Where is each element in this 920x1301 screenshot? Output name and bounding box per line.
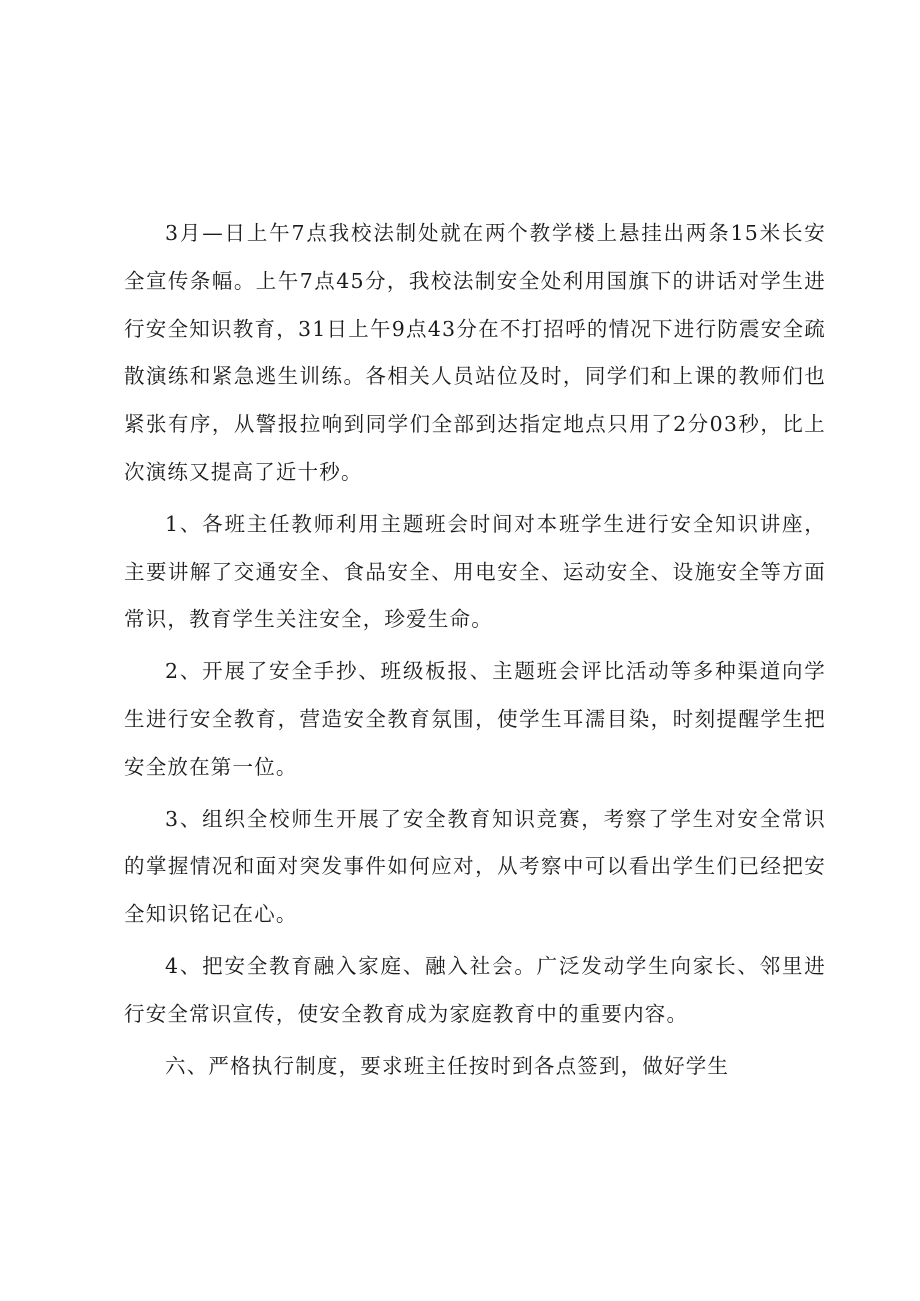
paragraph-item-1: 1、各班主任教师利用主题班会时间对本班学生进行安全知识讲座，主要讲解了交通安全、食品安全、用电安全、运动安全、设施安全等方面常识，教育学生关注安全，珍爱生命。 bbox=[124, 511, 826, 632]
paragraph-item-2: 2、开展了安全手抄、班级板报、主题班会评比活动等多种渠道向学生进行安全教育，营造安全教育氛围，使学生耳濡目染，时刻提醒学生把安全放在第一位。 bbox=[124, 659, 826, 779]
document-body bbox=[124, 210, 826, 1090]
paragraph-item-3: 3、组织全校师生开展了安全教育知识竞赛，考察了学生对安全常识的掌握情况和面对突发事件如何应对，从考察中可以看出学生们已经把安全知识铭记在心。 bbox=[124, 806, 826, 927]
paragraph-drill-report: 3月—日上午7点我校法制处就在两个教学楼上悬挂出两条15米长安全宣传条幅。上午7点45分，我校法制安全处利用国旗下的讲话对学生进行安全知识教育，31日上午9点43分在不打招呼的情况下进行防震安全疏散演练和紧急逃生训练。各相关人员站位及时，同学们和上课的教师们也紧张有序，从警报拉响到同学们全部到达指定地点只用了2分03秒，比上次演练又提高了近十秒。 bbox=[124, 221, 826, 484]
paragraph-section-6: 六、严格执行制度，要求班主任按时到各点签到，做好学生 bbox=[165, 1053, 730, 1078]
paragraph-item-4: 4、把安全教育融入家庭、融入社会。广泛发动学生向家长、邻里进行安全常识宣传，使安全教育成为家庭教育中的重要内容。 bbox=[124, 953, 826, 1026]
